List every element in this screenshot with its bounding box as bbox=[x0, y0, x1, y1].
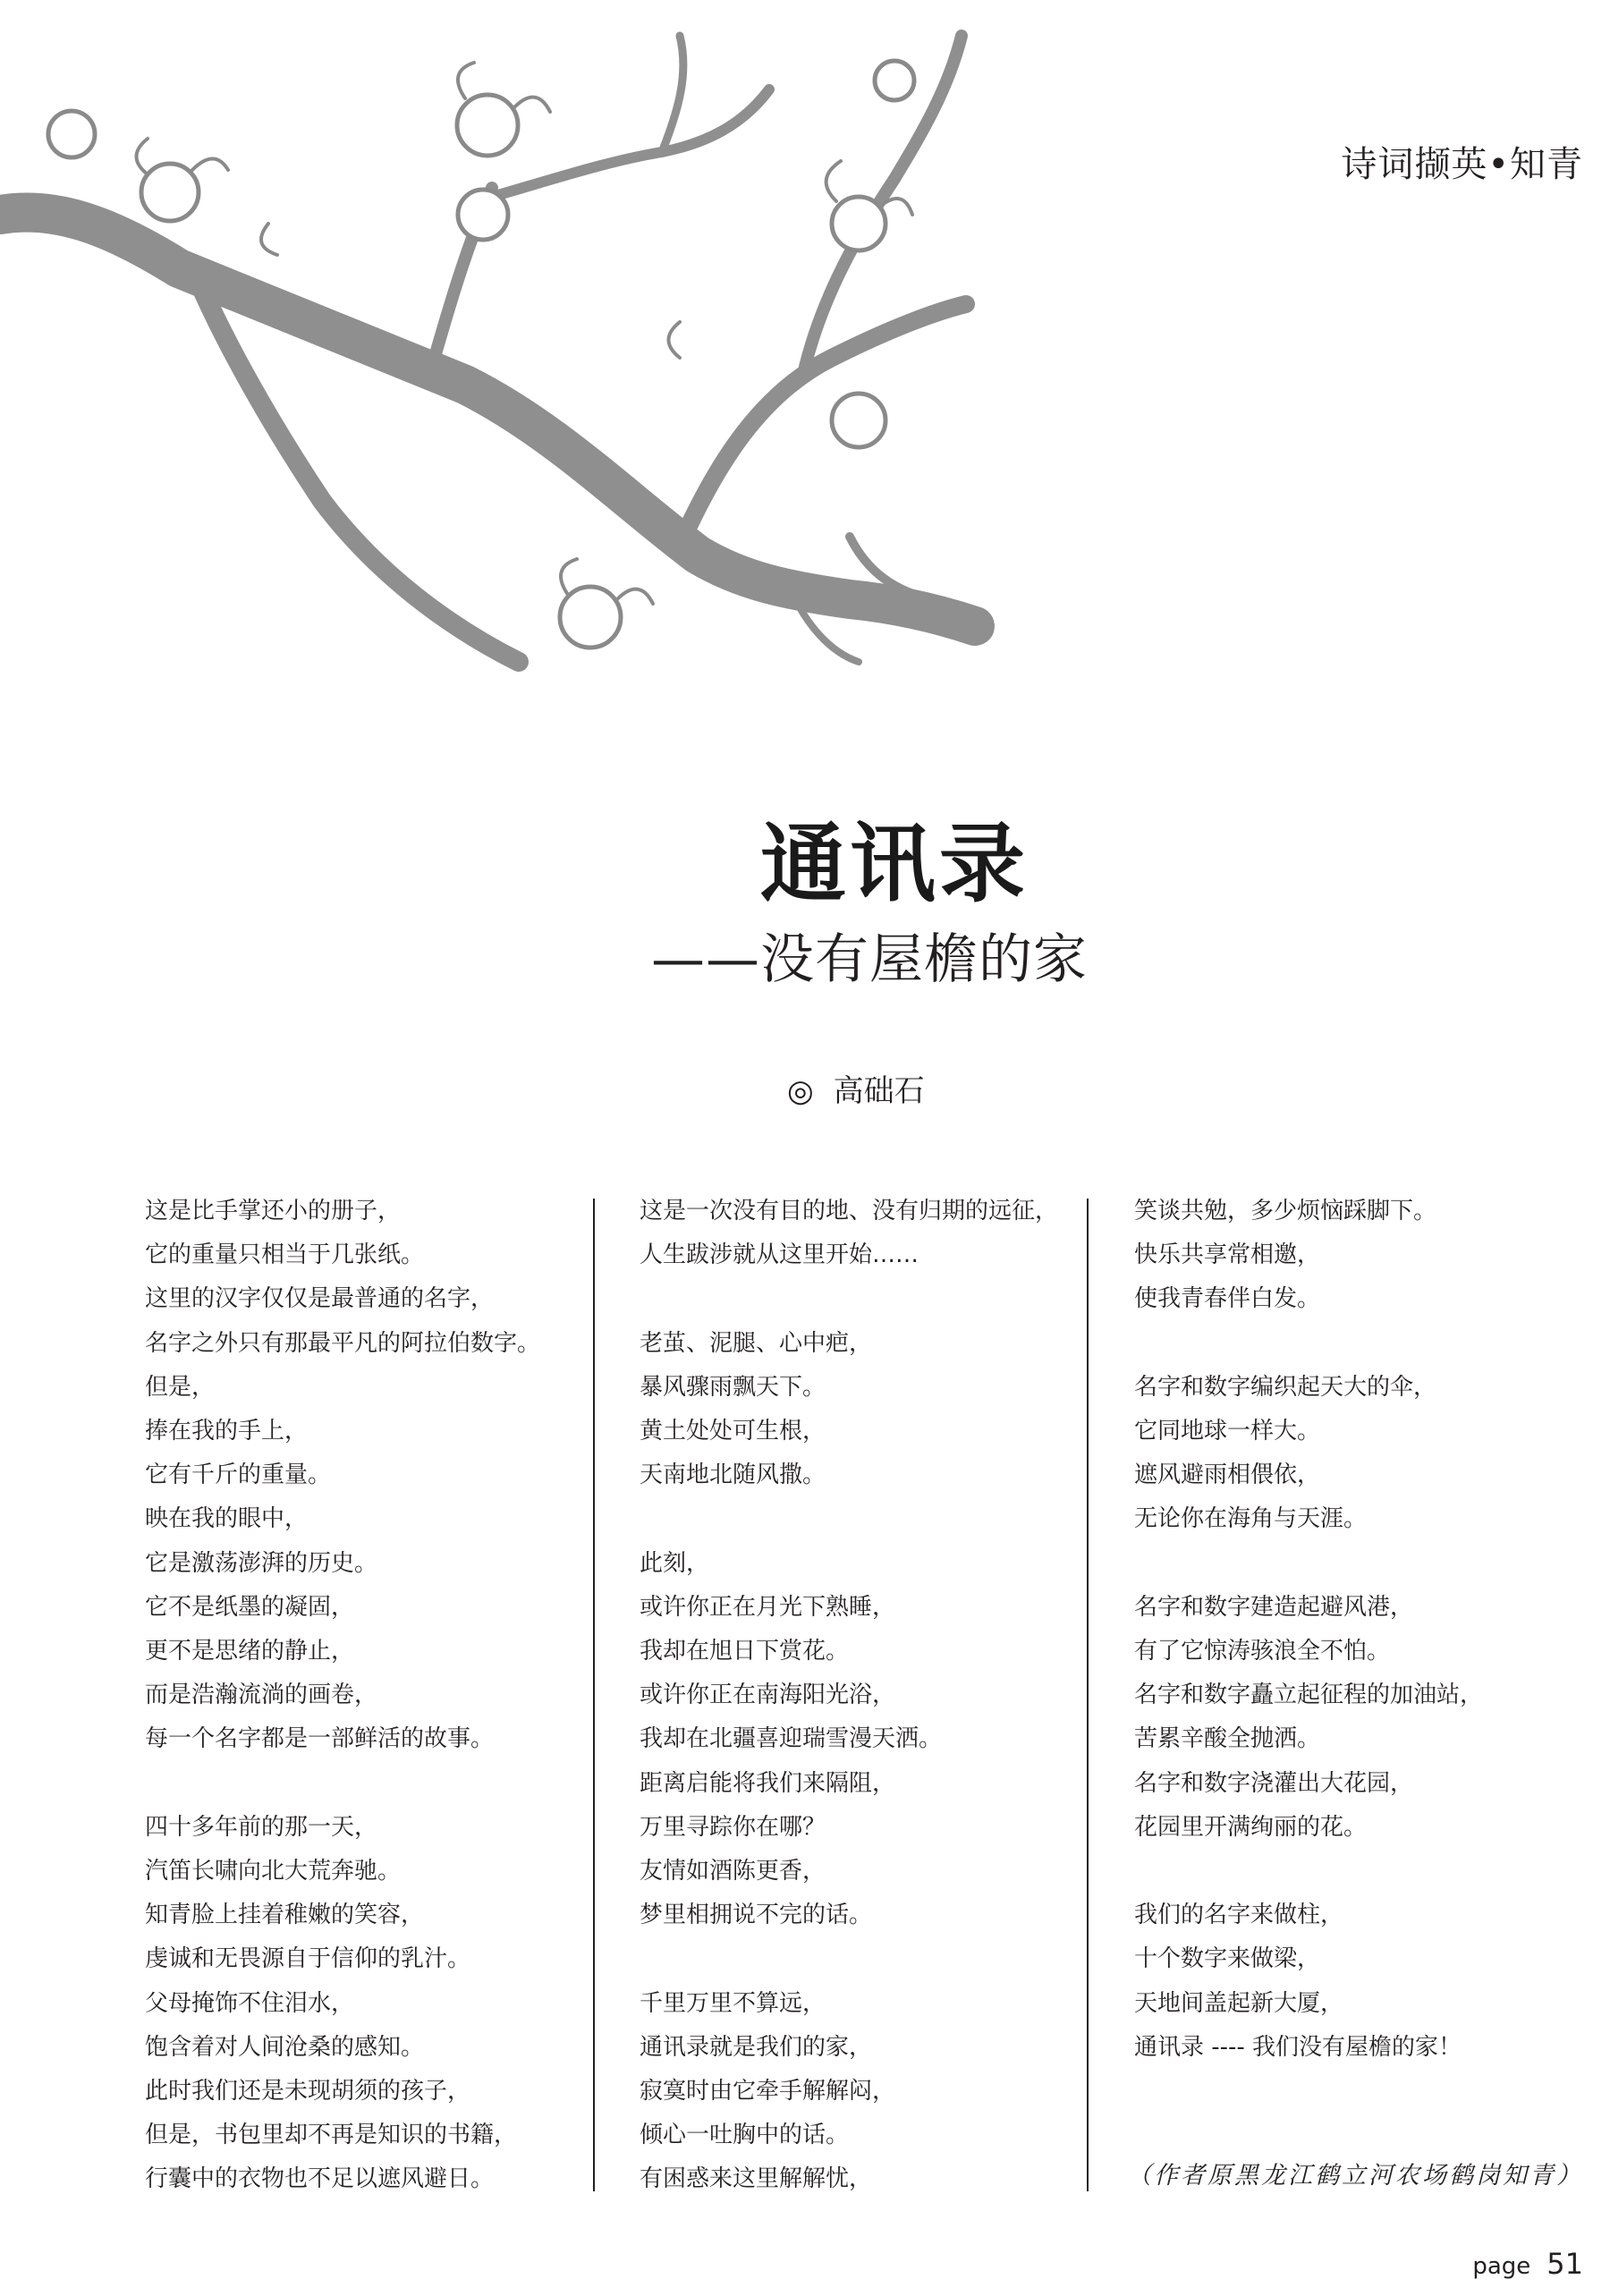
poem-line: 无论你在海角与天涯。 bbox=[1134, 1505, 1368, 1533]
poem-line: 这是比手掌还小的册子， bbox=[145, 1198, 402, 1224]
poem-line: 饱含着对人间沧桑的感知。 bbox=[145, 2033, 425, 2061]
page-number bbox=[1472, 2247, 1583, 2281]
poem-line: 通讯录 ---- 我们没有屋檐的家！ bbox=[1134, 2033, 1462, 2061]
column-divider bbox=[1087, 1199, 1089, 2191]
article-title bbox=[0, 796, 1610, 919]
author-byline bbox=[787, 1066, 925, 1110]
poem-line: 天地间盖起新大厦， bbox=[1134, 1989, 1344, 2017]
poem-column-3 bbox=[1134, 1190, 1563, 2070]
poem-line: 这里的汉字仅仅是最普通的名字， bbox=[145, 1285, 495, 1313]
poem-line: 万里寻踪你在哪？ bbox=[640, 1813, 826, 1841]
poem-line: 名字和数字矗立起征程的加油站， bbox=[1134, 1682, 1484, 1709]
poem-line: 这是一次没有目的地、没有归期的远征， bbox=[640, 1198, 1059, 1224]
poem-line: 父母掩饰不住泪水， bbox=[145, 1989, 355, 2017]
poem-line: 名字和数字编织起天大的伞， bbox=[1134, 1373, 1437, 1401]
poem-line: 此时我们还是未现胡须的孩子， bbox=[145, 2078, 471, 2105]
poem-line: 梦里相拥说不完的话。 bbox=[640, 1902, 873, 1929]
author-mark-icon: ◎ bbox=[787, 1073, 814, 1109]
poem-line: 人生跋涉就从这里开始…… bbox=[640, 1241, 919, 1269]
section-label: 诗词撷英•知青 bbox=[1341, 144, 1583, 185]
poem-line: 更不是思绪的静止， bbox=[145, 1638, 355, 1665]
poem-line: 它不是纸墨的凝固， bbox=[145, 1593, 355, 1621]
poem-line: 每一个名字都是一部鲜活的故事。 bbox=[145, 1725, 495, 1753]
poem-line: 距离启能将我们来隔阻， bbox=[640, 1769, 896, 1797]
poem-line: 笑谈共勉，多少烦恼踩脚下。 bbox=[1134, 1198, 1437, 1224]
column-divider bbox=[593, 1199, 595, 2191]
poem-line: 行囊中的衣物也不足以遮风避日。 bbox=[145, 2165, 495, 2193]
poem-line: 汽笛长啸向北大荒奔驰。 bbox=[145, 1858, 402, 1885]
poem-line bbox=[640, 1277, 1069, 1321]
poem-line: 有困惑来这里解解忧， bbox=[640, 2165, 873, 2193]
poem-line: 通讯录就是我们的家， bbox=[640, 2033, 873, 2061]
poem-line bbox=[145, 1762, 574, 1806]
poem-line bbox=[1134, 1542, 1563, 1586]
poem-line: 它的重量只相当于几张纸。 bbox=[145, 1241, 425, 1269]
poem-line: 暴风骤雨飘天下。 bbox=[640, 1373, 826, 1401]
poem-line: 此刻， bbox=[640, 1549, 710, 1577]
poem-line: 或许你正在月光下熟睡， bbox=[640, 1593, 896, 1621]
poem-line bbox=[1134, 1850, 1563, 1894]
plum-blossom-illustration bbox=[0, 0, 1109, 742]
page-label: page bbox=[1472, 2253, 1531, 2280]
poem-line: 使我青春伴白发。 bbox=[1134, 1285, 1321, 1313]
poem-line: 或许你正在南海阳光浴， bbox=[640, 1682, 896, 1709]
poem-line: 花园里开满绚丽的花。 bbox=[1134, 1813, 1368, 1841]
poem-line: 它是激荡澎湃的历史。 bbox=[145, 1549, 378, 1577]
poem-line: 我却在旭日下赏花。 bbox=[640, 1638, 850, 1665]
poem-line: 老茧、泥腿、心中疤， bbox=[640, 1329, 873, 1357]
article-title-text: 通讯录 bbox=[760, 813, 1029, 914]
poem-line: 遮风避雨相偎依， bbox=[1134, 1461, 1321, 1489]
poem-line: 映在我的眼中， bbox=[145, 1505, 309, 1533]
poem-line: 捧在我的手上， bbox=[145, 1418, 309, 1445]
poem-line: 快乐共享常相邀， bbox=[1134, 1241, 1321, 1269]
poem-line: 名字和数字浇灌出大花园， bbox=[1134, 1769, 1414, 1797]
poem-line: 知青脸上挂着稚嫩的笑容， bbox=[145, 1902, 425, 1929]
poem-line: 千里万里不算远， bbox=[640, 1989, 826, 2017]
poem-line: 四十多年前的那一天， bbox=[145, 1813, 378, 1841]
poem-column-1 bbox=[145, 1190, 574, 2202]
poem-line: 倾心一吐胸中的话。 bbox=[640, 2122, 850, 2149]
poem-line bbox=[640, 1497, 1069, 1541]
poem-column-2 bbox=[640, 1190, 1069, 2202]
poem-line: 它有千斤的重量。 bbox=[145, 1461, 332, 1489]
poem-line: 十个数字来做梁， bbox=[1134, 1945, 1321, 1973]
poem-line: 但是， bbox=[145, 1373, 216, 1401]
poem-line bbox=[1134, 1322, 1563, 1366]
page-number-value: 51 bbox=[1546, 2247, 1583, 2281]
author-name: 高础石 bbox=[833, 1073, 925, 1109]
poem-line: 我却在北疆喜迎瑞雪漫天洒。 bbox=[640, 1725, 943, 1753]
poem-line: 它同地球一样大。 bbox=[1134, 1418, 1321, 1445]
poem-line: 我们的名字来做柱， bbox=[1134, 1902, 1344, 1929]
poem-line: 友情如酒陈更香， bbox=[640, 1858, 826, 1885]
poem-line: 寂寞时由它牵手解解闷， bbox=[640, 2078, 896, 2105]
author-note: （作者原黑龙江鹤立河农场鹤岗知青） bbox=[1127, 2162, 1583, 2190]
poem-line: 但是，书包里却不再是知识的书籍， bbox=[145, 2122, 518, 2149]
poem-line: 苦累辛酸全抛洒。 bbox=[1134, 1725, 1321, 1753]
poem-line bbox=[640, 1937, 1069, 1981]
poem-line: 有了它惊涛骇浪全不怕。 bbox=[1134, 1638, 1391, 1665]
poem-line: 名字和数字建造起避风港， bbox=[1134, 1593, 1414, 1621]
poem-line: 虔诚和无畏源自于信仰的乳汁。 bbox=[145, 1945, 471, 1973]
poem-line: 而是浩瀚流淌的画卷， bbox=[145, 1682, 378, 1709]
poem-line: 天南地北随风撒。 bbox=[640, 1461, 826, 1489]
poem-line: 黄土处处可生根， bbox=[640, 1418, 826, 1445]
poem-line: 名字之外只有那最平凡的阿拉伯数字。 bbox=[145, 1329, 541, 1357]
article-subtitle: ——没有屋檐的家 bbox=[651, 928, 1088, 991]
